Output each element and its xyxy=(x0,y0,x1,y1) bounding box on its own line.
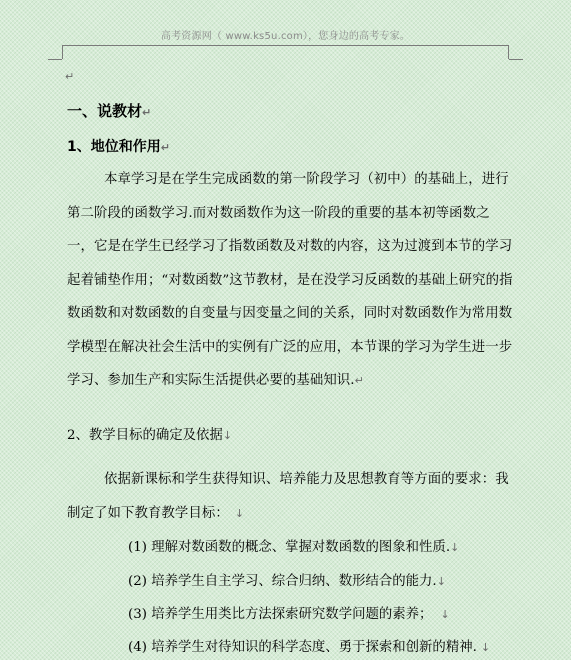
line-break-icon: ↓ xyxy=(440,608,450,621)
margin-tick-right xyxy=(509,59,523,60)
goal-item-4 xyxy=(128,636,490,655)
goal-text: (3) 培养学生用类比方法探索研究数学问题的素养； xyxy=(128,607,433,622)
goal-text: (4) 培养学生对待知识的科学态度、勇于探索和创新的精神. xyxy=(128,640,477,655)
line-break-icon: ↓ xyxy=(480,641,491,654)
heading-text: 2、教学目标的确定及依据 xyxy=(67,428,223,443)
margin-corner-left xyxy=(62,45,63,59)
heading-text: 一、说教材 xyxy=(67,102,143,120)
goal-text: (1) 理解对数函数的概念、掌握对数函数的图象和性质. xyxy=(128,540,451,555)
goal-text: (2) 培养学生自主学习、综合归纳、数形结合的能力. xyxy=(128,574,437,589)
body-paragraph-2 xyxy=(67,463,515,530)
margin-corner-right xyxy=(508,45,509,59)
goal-item-3 xyxy=(128,603,450,622)
paragraph-mark-icon: ↵ xyxy=(160,141,170,154)
paragraph-text: 依据新课标和学生获得知识、培养能力及思想教育等方面的要求：我制定了如下教育教学目标： xyxy=(67,472,509,521)
heading-text: 1、地位和作用 xyxy=(67,139,161,155)
heading-subsection-2 xyxy=(67,424,232,443)
paragraph-text: 本章学习是在学生完成函数的第一阶段学习（初中）的基础上，进行第二阶段的函数学习.而对数函数作为这一阶段的重要的基本初等函数之一，它是在学生已经学习了指数函数及对数的内容，这为过渡到本节的学习起着铺垫作用；“对数函数”这节教材，是在没学习反函数的基础上研究的指数函数和对数函数的自变量与因变量之间的关系，同时对数函数作为常用数学模型在解决社会生活中的实例有广泛的应用，本节课的学习为学生进一步学习、参加生产和实际生活提供必要的基础知识. xyxy=(67,172,513,388)
goal-item-1 xyxy=(128,536,459,555)
line-break-icon: ↓ xyxy=(234,506,245,520)
paragraph-mark-icon: ↵ xyxy=(65,70,75,83)
margin-tick-left xyxy=(48,59,62,60)
header-rule xyxy=(62,45,509,46)
line-break-icon: ↓ xyxy=(222,429,233,442)
heading-section-1 xyxy=(67,100,151,121)
page-header-text: 高考资源网（ www.ks5u.com），您身边的高考专家。 xyxy=(160,31,411,42)
line-break-icon: ↓ xyxy=(450,541,460,554)
paragraph-mark-icon: ↵ xyxy=(142,106,152,119)
paragraph-mark-icon: ↵ xyxy=(354,374,364,387)
goal-item-2 xyxy=(128,570,446,589)
body-paragraph-1 xyxy=(67,163,515,398)
line-break-icon: ↓ xyxy=(436,575,446,588)
heading-subsection-1 xyxy=(67,136,170,156)
